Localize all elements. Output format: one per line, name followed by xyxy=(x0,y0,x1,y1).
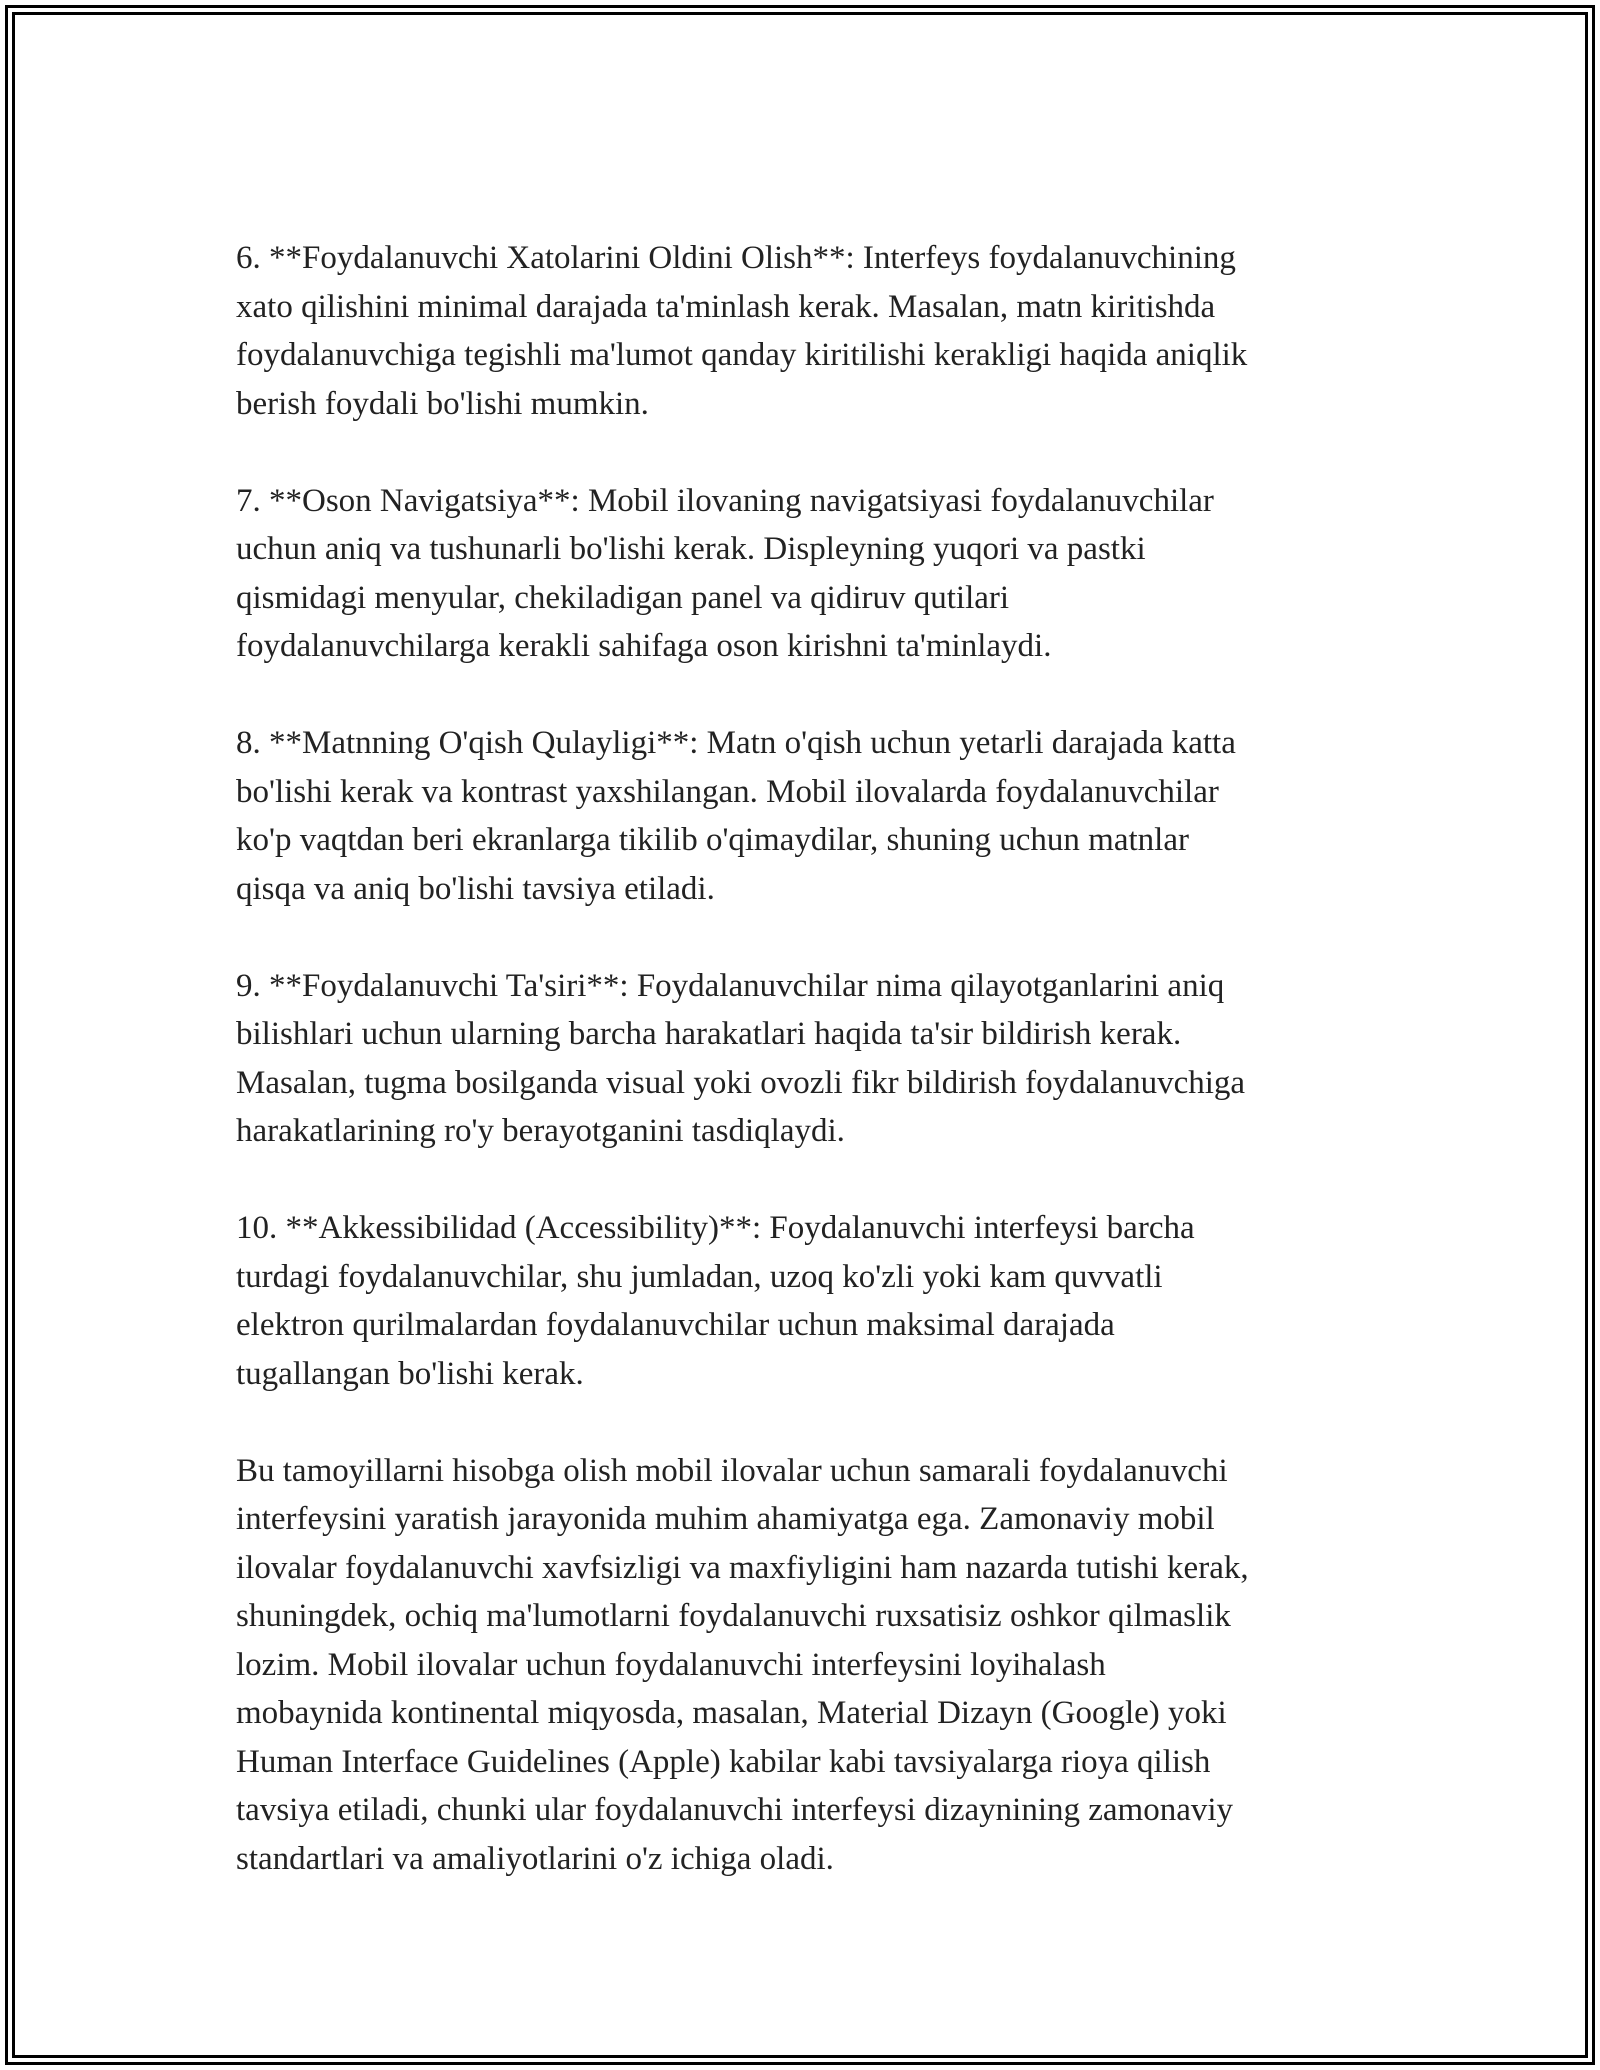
principle-8-paragraph: 8. **Matnning O'qish Qulayligi**: Matn o'qish uchun yetarli darajada katta bo'lishi kerak va kontrast yaxshilangan. Mobil ilovalarda foydalanuvchilar ko'p vaqtdan beri ekranlarga tikilib o'qimaydilar, shuning uchun matnlar qisqa va aniq bo'lishi tavsiya etiladi. xyxy=(236,725,1236,907)
principle-7-paragraph: 7. **Oson Navigatsiya**: Mobil ilovaning navigatsiyasi foydalanuvchilar uchun aniq va tushunarli bo'lishi kerak. Displeyning yuqori va pastki qismidagi menyular, chekiladigan panel va qidiruv qutilari foydalanuvchilarga kerakli sahifaga oson kirishni ta'minlaydi. xyxy=(236,482,1214,664)
principle-10-paragraph: 10. **Akkessibilidad (Accessibility)**: Foydalanuvchi interfeysi barcha turdagi foydalanuvchilar, shu jumladan, uzoq ko'zli yoki kam quvvatli elektron qurilmalardan foydalanuvchilar uchun maksimal darajada tugallangan bo'lishi kerak. xyxy=(236,1210,1195,1392)
principle-9-paragraph: 9. **Foydalanuvchi Ta'siri**: Foydalanuvchilar nima qilayotganlarini aniq bilishlari uchun ularning barcha harakatlari haqida ta'sir bildirish kerak. Masalan, tugma bosilganda visual yoki ovozli fikr bildirish foydalanuvchiga harakatlarining ro'y berayotganini tasdiqlaydi. xyxy=(236,967,1246,1149)
document-body xyxy=(236,234,1386,1883)
conclusion-paragraph: Bu tamoyillarni hisobga olish mobil ilovalar uchun samarali foydalanuvchi interfeysini yaratish jarayonida muhim ahamiyatga ega. Zamonaviy mobil ilovalar foydalanuvchi xavfsizligi va maxfiyligini ham nazarda tutishi kerak, shuningdek, ochiq ma'lumotlarni foydalanuvchi ruxsatisiz oshkor qilmaslik lozim. Mobil ilovalar uchun foydalanuvchi interfeysini loyihalash mobaynida kontinental miqyosda, masalan, Material Dizayn (Google) yoki Human Interface Guidelines (Apple) kabilar kabi tavsiyalarga rioya qilish tavsiya etiladi, chunki ular foydalanuvchi interfeysi dizaynining zamonaviy standartlari va amaliyotlarini o'z ichiga oladi. xyxy=(236,1452,1249,1877)
principle-6-paragraph: 6. **Foydalanuvchi Xatolarini Oldini Olish**: Interfeys foydalanuvchining xato qilishini minimal darajada ta'minlash kerak. Masalan, matn kiritishda foydalanuvchiga tegishli ma'lumot qanday kiritilishi kerakligi haqida aniqlik berish foydali bo'lishi mumkin. xyxy=(236,240,1248,422)
